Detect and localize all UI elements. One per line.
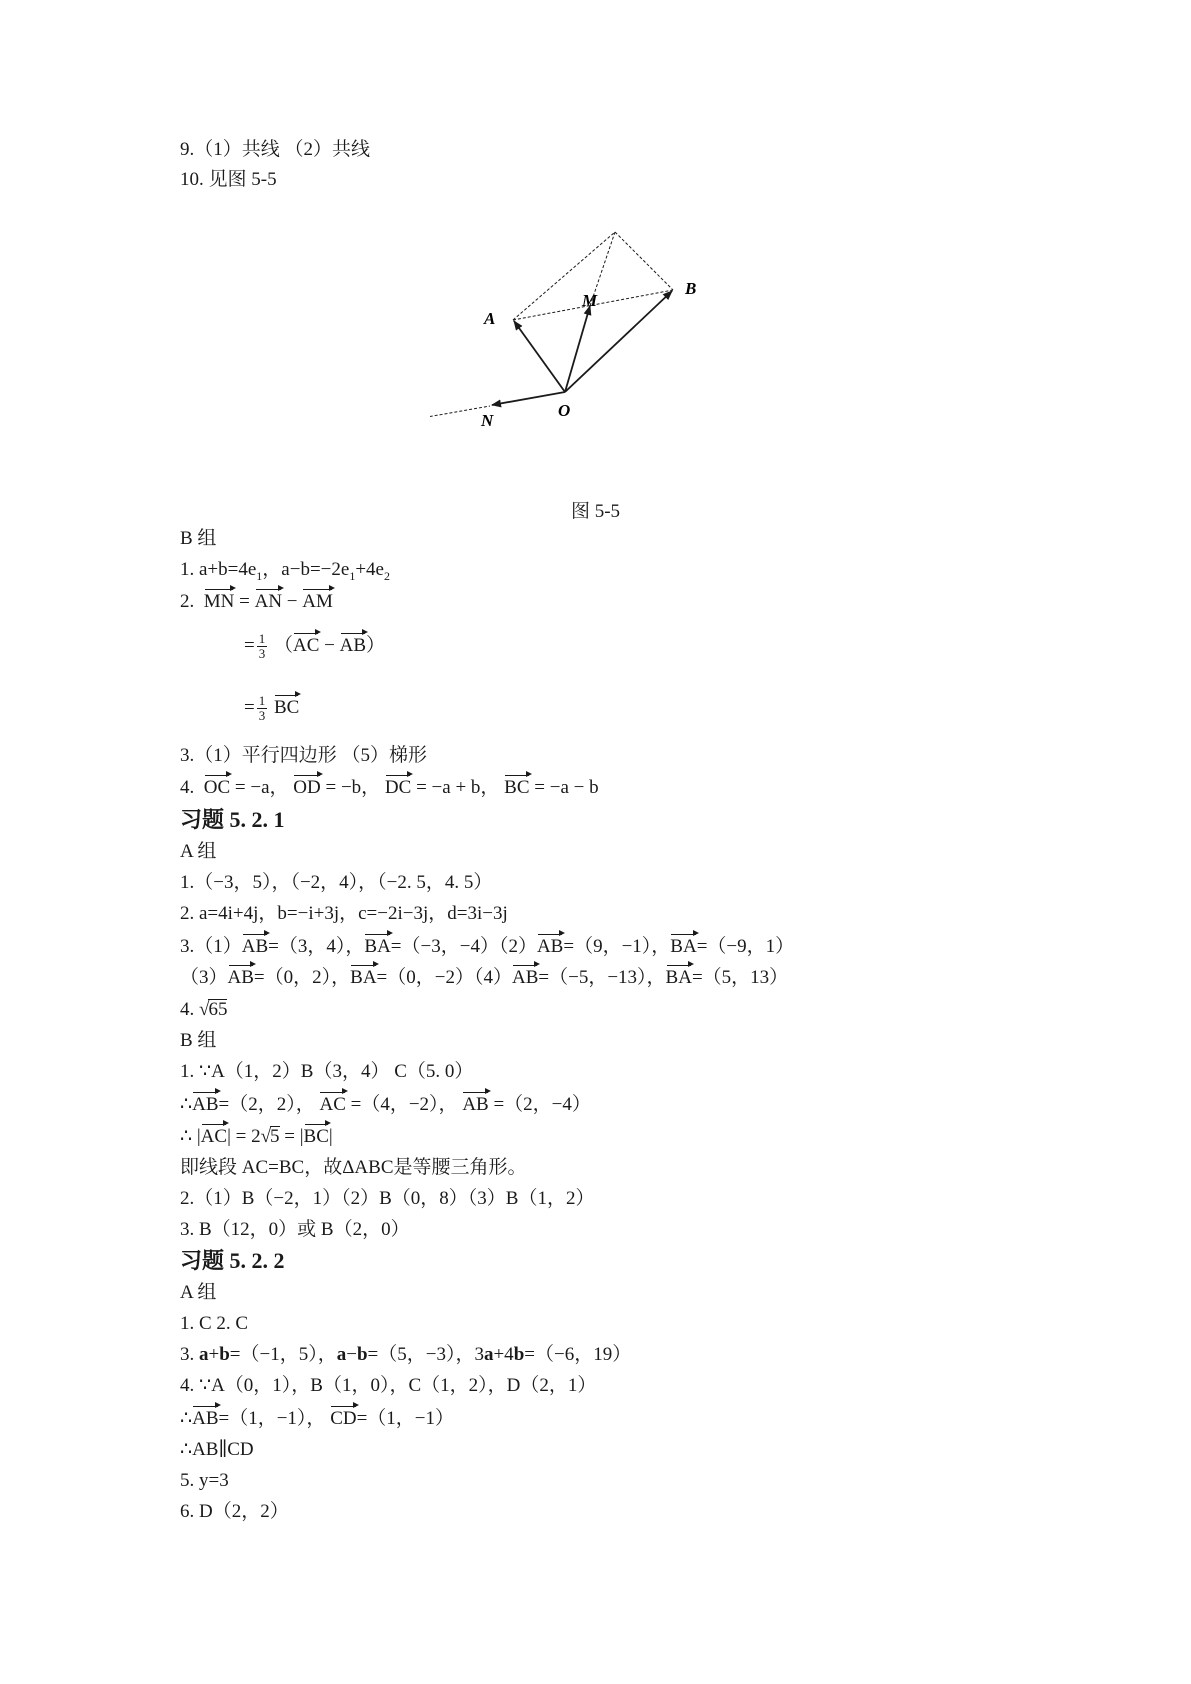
answer-b1: 1. $a+b=4e_1$，$a-b=-2e_1+4e_2$ <box>180 559 390 583</box>
answer-b2-step3: = $\frac{1}{3}$ BC <box>244 693 300 723</box>
answer-b2: 2. MN = AN − AM <box>180 591 333 612</box>
answer-9: 9.（1）共线 （2）共线 <box>180 139 371 160</box>
answer-c3: 3. a+b=（−1，5），a−b=（5，−3），3a+4b=（−6，19） <box>180 1344 632 1365</box>
answer-bb2: 2.（1）B（−2，1）（2）B（0，8）（3）B（1，2） <box>180 1188 595 1209</box>
answer-bb1-line2: ∴AB=（2，2）， AC =（4，−2）， AB =（2，−4） <box>180 1094 591 1115</box>
dashed-top-right <box>615 232 673 290</box>
label-o: O <box>558 401 571 420</box>
answer-a3-521-row2: （3）AB=（0，2），BA=（0，−2）（4）AB=（−5，−13），BA=（5，13） <box>180 967 789 988</box>
answer-b4: 4. OC = −a， OD = −b， DC = −a + b， BC = −a − b <box>180 777 599 798</box>
vector-oa <box>514 321 565 392</box>
answer-a1-521: 1.（−3，5），（−2，4），（−2. 5，4. 5） <box>180 872 493 893</box>
answer-c4: 4. ∵A（0，1），B（1，0），C（1，2），D（2，1） <box>180 1375 597 1396</box>
vector-on <box>492 392 565 405</box>
group-a-label-522: A 组 <box>180 1282 217 1303</box>
group-a-label-521: A 组 <box>180 841 217 862</box>
answer-c4-line2: ∴AB=（1，−1）， CD=（1，−1） <box>180 1408 455 1429</box>
label-a: A <box>484 309 496 328</box>
answer-c4-line3: ∴AB∥CD <box>180 1439 254 1460</box>
figure-caption: 图 5-5 <box>570 501 621 522</box>
answer-b3: 3.（1）平行四边形 （5）梯形 <box>180 745 428 766</box>
answer-bb3: 3. B（12，0）或 B（2，0） <box>180 1219 410 1240</box>
answer-bb1-line3: ∴ |AC| = 2√5 = |BC| <box>180 1126 333 1147</box>
label-m: M <box>582 291 598 310</box>
answer-10: 10. 见图 5-5 <box>180 169 277 190</box>
group-b-label-521: B 组 <box>180 1030 217 1051</box>
answer-b2-step2: = $\frac{1}{3}$ （AC − AB） <box>244 631 386 661</box>
answer-c5: 5. y=3 <box>180 1470 229 1491</box>
label-n: N <box>481 411 494 430</box>
heading-exercise-5-2-2: 习题 5. 2. 2 <box>180 1248 285 1273</box>
label-b: B <box>685 279 697 298</box>
figure-5-5 <box>430 220 760 470</box>
group-b-label: B 组 <box>180 528 217 549</box>
answer-a3-521-row1: 3.（1）AB=（3，4），BA=（−3，−4）（2）AB=（9，−1），BA=（−9，1） <box>180 936 795 957</box>
heading-exercise-5-2-1: 习题 5. 2. 1 <box>180 807 285 832</box>
answer-c1: 1. C 2. C <box>180 1313 249 1334</box>
answer-bb1: 1. ∵A（1，2）B（3，4） C（5. 0） <box>180 1061 474 1082</box>
answer-bb1-line4: 即线段 AC=BC，故ΔABC是等腰三角形。 <box>180 1157 527 1178</box>
answer-a4-521: 4. √65 <box>180 999 228 1020</box>
answer-a2-521: 2. a=4i+4j，b=−i+3j，c=−2i−3j，d=3i−3j <box>180 903 508 924</box>
answer-c6: 6. D（2，2） <box>180 1501 289 1522</box>
